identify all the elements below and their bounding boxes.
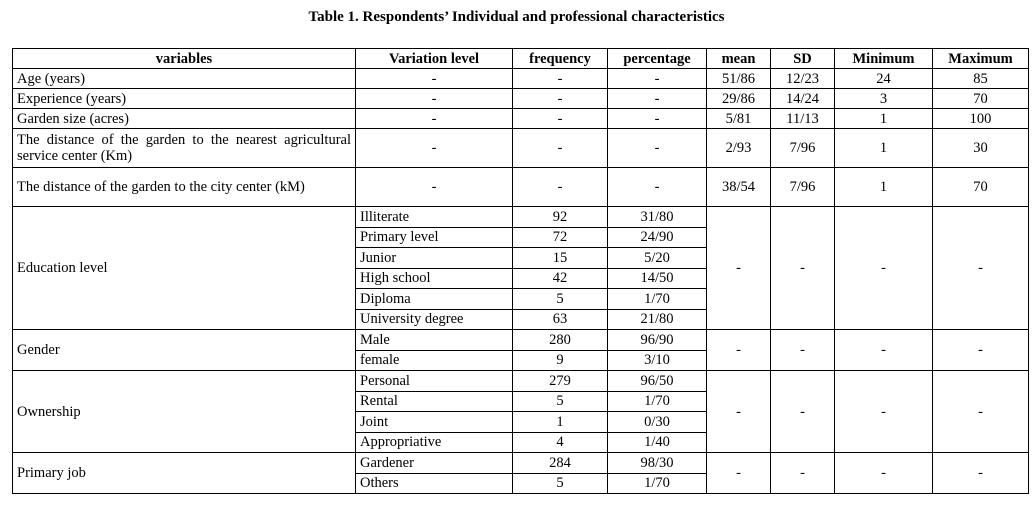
- level-cell: Personal: [356, 371, 513, 392]
- mean-cell: 29/86: [707, 89, 771, 109]
- variable-cell: The distance of the garden to the nearest agricultural service center (Km): [13, 129, 356, 168]
- max-cell: -: [933, 371, 1029, 453]
- level-cell: Primary level: [356, 227, 513, 248]
- frequency-cell: 284: [513, 453, 608, 474]
- mean-cell: 5/81: [707, 109, 771, 129]
- header-row: [13, 49, 1029, 69]
- header-variation-level: Variation level: [356, 49, 513, 69]
- mean-cell: -: [707, 371, 771, 453]
- max-cell: -: [933, 207, 1029, 330]
- frequency-cell: 279: [513, 371, 608, 392]
- percentage-cell: 96/90: [608, 330, 707, 351]
- table-row: [13, 453, 1029, 474]
- max-cell: -: [933, 330, 1029, 371]
- sd-cell: 12/23: [771, 69, 835, 89]
- min-cell: 1: [835, 109, 933, 129]
- percentage-cell: -: [608, 89, 707, 109]
- level-cell: Junior: [356, 248, 513, 269]
- frequency-cell: 280: [513, 330, 608, 351]
- level-cell: Illiterate: [356, 207, 513, 228]
- percentage-cell: 14/50: [608, 268, 707, 289]
- max-cell: 70: [933, 168, 1029, 207]
- frequency-cell: 1: [513, 412, 608, 433]
- frequency-cell: 42: [513, 268, 608, 289]
- frequency-cell: 9: [513, 350, 608, 371]
- percentage-cell: 96/50: [608, 371, 707, 392]
- table-row: [13, 89, 1029, 109]
- max-cell: 85: [933, 69, 1029, 89]
- percentage-cell: 1/70: [608, 391, 707, 412]
- table-row: [13, 330, 1029, 351]
- table-row: [13, 109, 1029, 129]
- percentage-cell: 1/40: [608, 432, 707, 453]
- level-cell: Others: [356, 473, 513, 494]
- variable-cell: The distance of the garden to the city center (kM): [13, 168, 356, 207]
- level-cell: University degree: [356, 309, 513, 330]
- frequency-cell: -: [513, 129, 608, 168]
- level-cell: High school: [356, 268, 513, 289]
- percentage-cell: -: [608, 168, 707, 207]
- percentage-cell: 3/10: [608, 350, 707, 371]
- min-cell: -: [835, 453, 933, 494]
- level-cell: Joint: [356, 412, 513, 433]
- min-cell: 1: [835, 129, 933, 168]
- table-row: [13, 69, 1029, 89]
- level-cell: Gardener: [356, 453, 513, 474]
- table-row: [13, 207, 1029, 228]
- min-cell: 1: [835, 168, 933, 207]
- frequency-cell: -: [513, 89, 608, 109]
- percentage-cell: -: [608, 129, 707, 168]
- frequency-cell: -: [513, 69, 608, 89]
- sd-cell: -: [771, 207, 835, 330]
- frequency-cell: 72: [513, 227, 608, 248]
- max-cell: 30: [933, 129, 1029, 168]
- mean-cell: 2/93: [707, 129, 771, 168]
- frequency-cell: 63: [513, 309, 608, 330]
- header-minimum: Minimum: [835, 49, 933, 69]
- percentage-cell: -: [608, 109, 707, 129]
- frequency-cell: 5: [513, 391, 608, 412]
- percentage-cell: -: [608, 69, 707, 89]
- level-cell: Rental: [356, 391, 513, 412]
- header-sd: SD: [771, 49, 835, 69]
- group-variable-cell: Primary job: [13, 453, 356, 494]
- frequency-cell: 4: [513, 432, 608, 453]
- frequency-cell: 5: [513, 289, 608, 310]
- mean-cell: -: [707, 330, 771, 371]
- level-cell: -: [356, 109, 513, 129]
- mean-cell: 51/86: [707, 69, 771, 89]
- frequency-cell: 15: [513, 248, 608, 269]
- sd-cell: -: [771, 453, 835, 494]
- header-percentage: percentage: [608, 49, 707, 69]
- group-variable-cell: Education level: [13, 207, 356, 330]
- frequency-cell: 5: [513, 473, 608, 494]
- level-cell: Diploma: [356, 289, 513, 310]
- max-cell: 100: [933, 109, 1029, 129]
- level-cell: -: [356, 69, 513, 89]
- table-caption: Table 1. Respondents’ Individual and professional characteristics: [308, 9, 725, 25]
- level-cell: -: [356, 168, 513, 207]
- table-row: [13, 129, 1029, 168]
- max-cell: 70: [933, 89, 1029, 109]
- percentage-cell: 24/90: [608, 227, 707, 248]
- sd-cell: 7/96: [771, 129, 835, 168]
- header-mean: mean: [707, 49, 771, 69]
- level-cell: female: [356, 350, 513, 371]
- mean-cell: -: [707, 453, 771, 494]
- frequency-cell: -: [513, 168, 608, 207]
- sd-cell: -: [771, 330, 835, 371]
- percentage-cell: 1/70: [608, 289, 707, 310]
- min-cell: -: [835, 371, 933, 453]
- table-row: [13, 371, 1029, 392]
- level-cell: -: [356, 89, 513, 109]
- sd-cell: -: [771, 371, 835, 453]
- min-cell: 24: [835, 69, 933, 89]
- sd-cell: 7/96: [771, 168, 835, 207]
- min-cell: 3: [835, 89, 933, 109]
- frequency-cell: 92: [513, 207, 608, 228]
- sd-cell: 14/24: [771, 89, 835, 109]
- min-cell: -: [835, 207, 933, 330]
- characteristics-table: [12, 48, 1029, 494]
- mean-cell: 38/54: [707, 168, 771, 207]
- header-maximum: Maximum: [933, 49, 1029, 69]
- frequency-cell: -: [513, 109, 608, 129]
- level-cell: Appropriative: [356, 432, 513, 453]
- percentage-cell: 1/70: [608, 473, 707, 494]
- mean-cell: -: [707, 207, 771, 330]
- level-cell: Male: [356, 330, 513, 351]
- group-variable-cell: Ownership: [13, 371, 356, 453]
- variable-cell: Experience (years): [13, 89, 356, 109]
- min-cell: -: [835, 330, 933, 371]
- variable-cell: Age (years): [13, 69, 356, 89]
- group-variable-cell: Gender: [13, 330, 356, 371]
- variable-cell: Garden size (acres): [13, 109, 356, 129]
- table-row: [13, 168, 1029, 207]
- percentage-cell: 21/80: [608, 309, 707, 330]
- sd-cell: 11/13: [771, 109, 835, 129]
- header-frequency: frequency: [513, 49, 608, 69]
- header-variables: variables: [13, 49, 356, 69]
- percentage-cell: 5/20: [608, 248, 707, 269]
- percentage-cell: 98/30: [608, 453, 707, 474]
- level-cell: -: [356, 129, 513, 168]
- percentage-cell: 31/80: [608, 207, 707, 228]
- max-cell: -: [933, 453, 1029, 494]
- percentage-cell: 0/30: [608, 412, 707, 433]
